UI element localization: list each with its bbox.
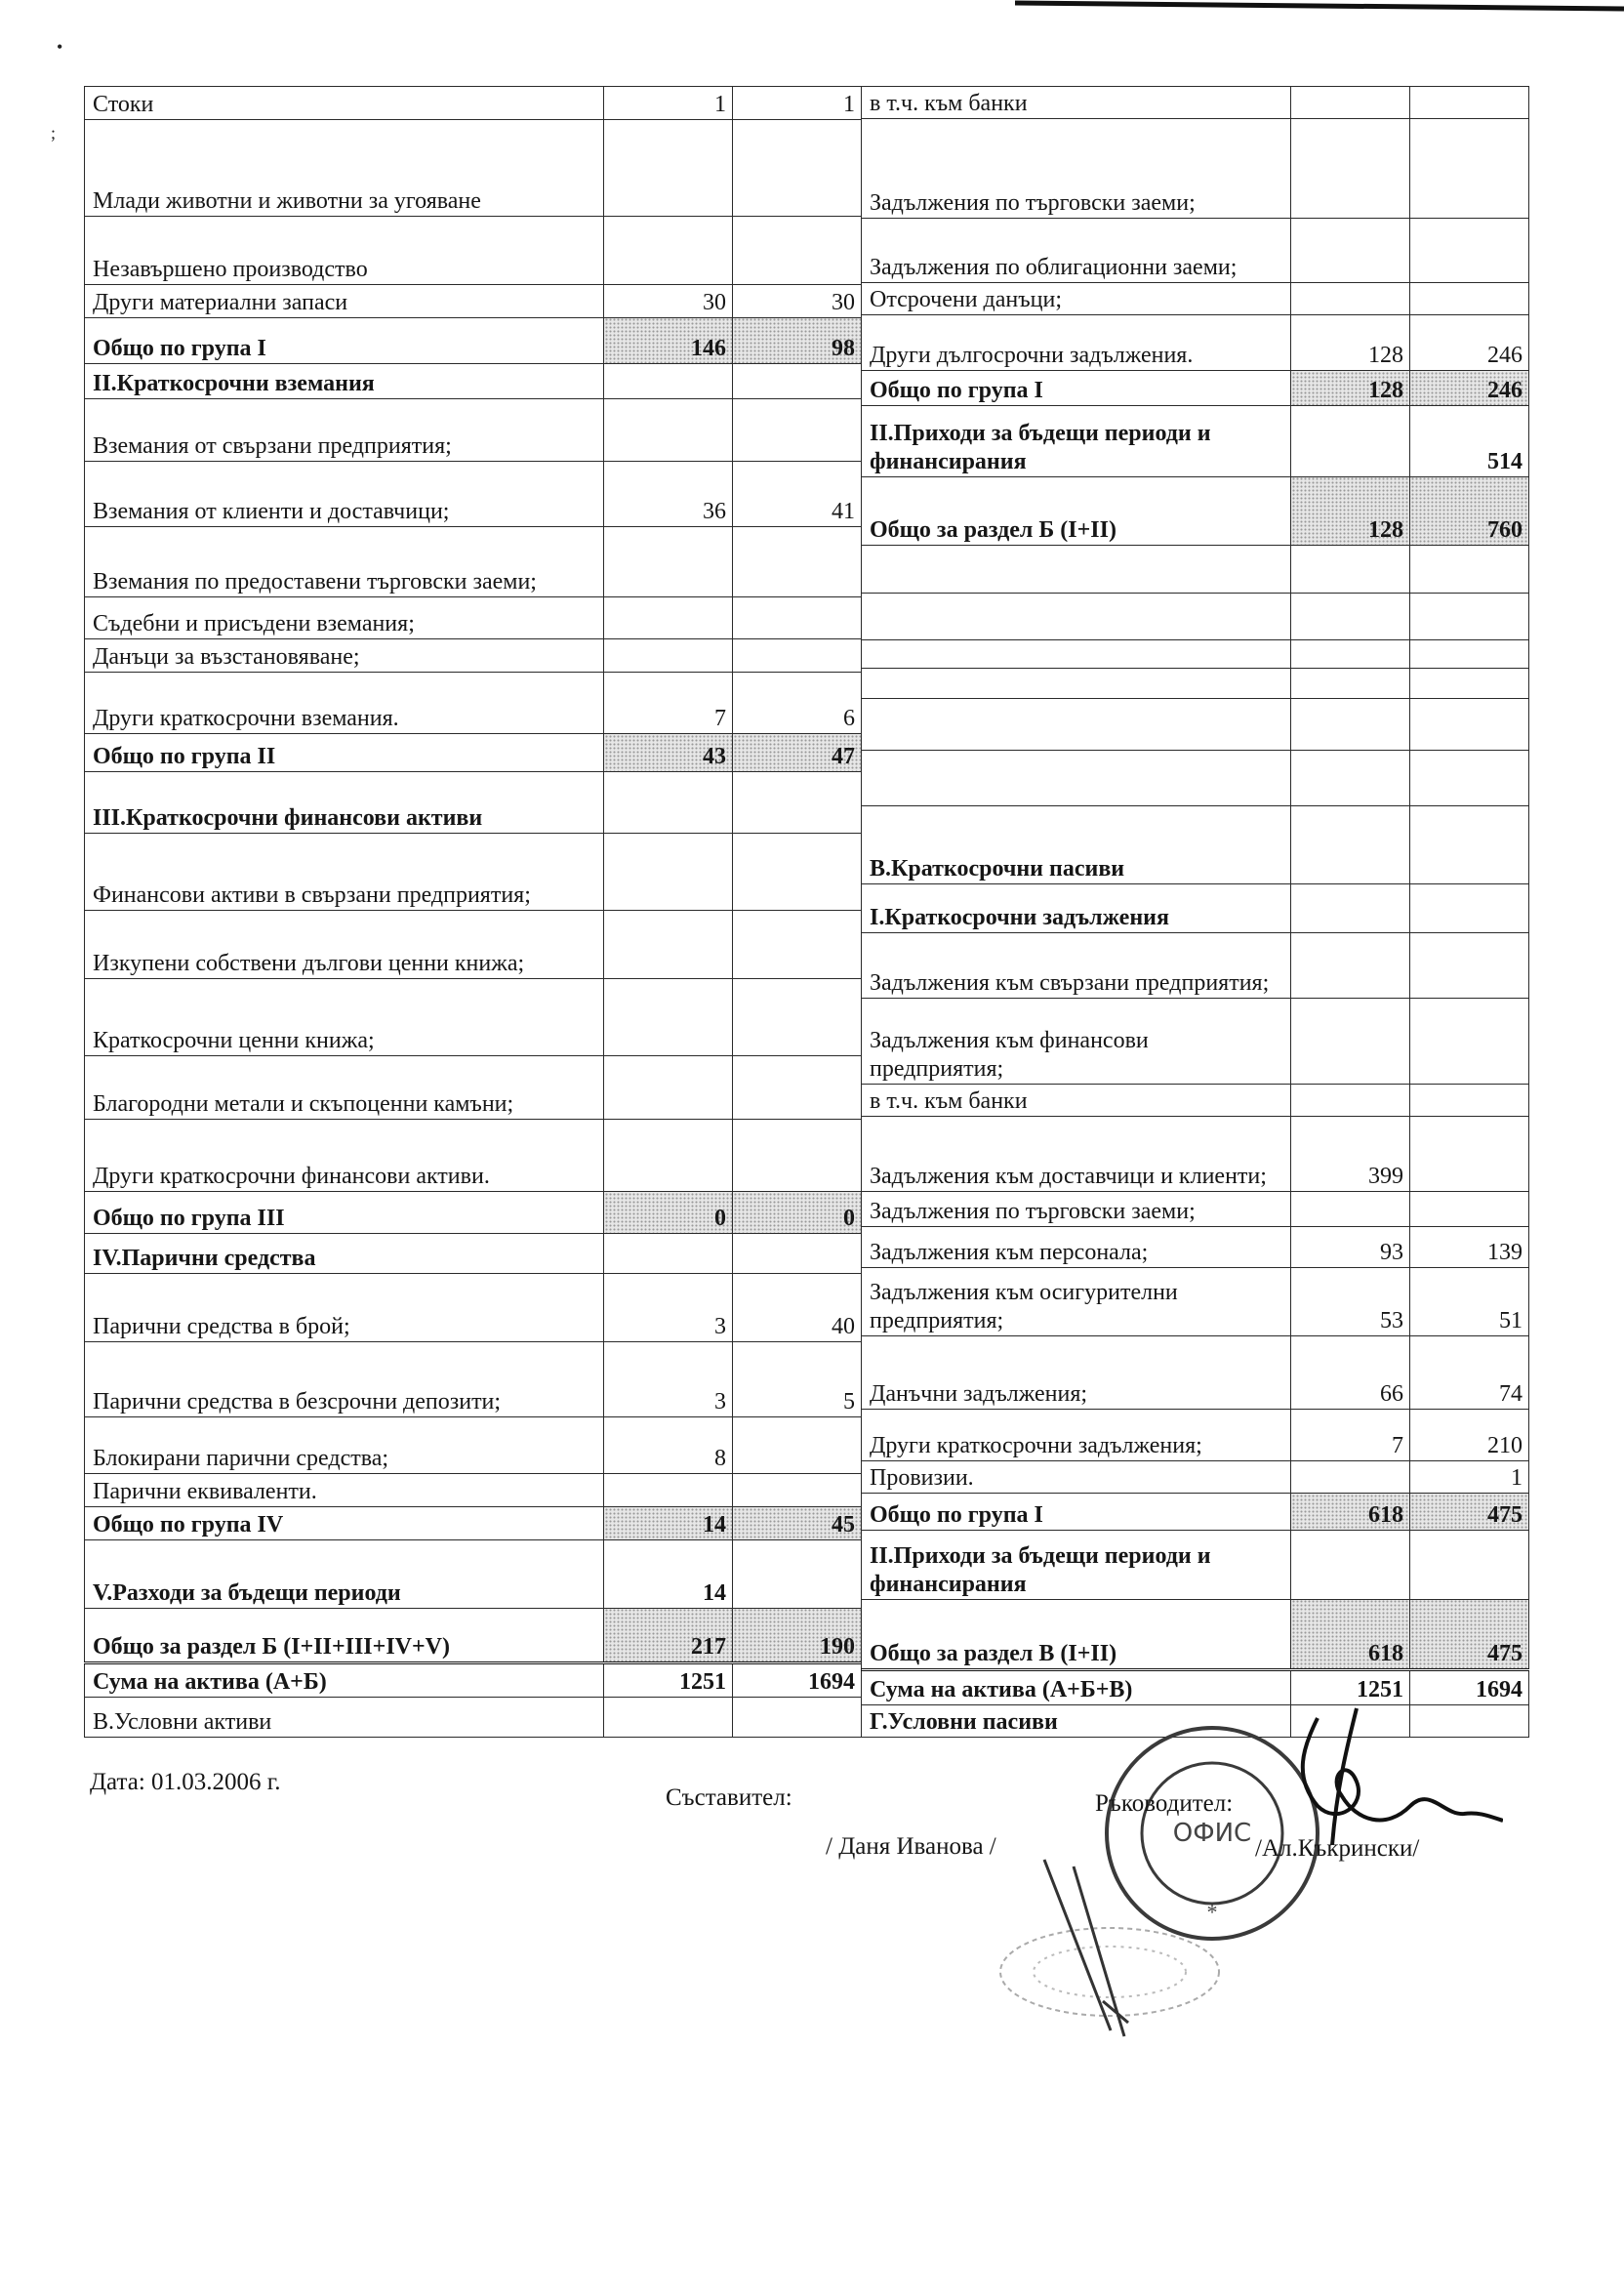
liability-label: в т.ч. към банки [862, 1084, 1291, 1116]
asset-value-current [604, 364, 733, 399]
liability-label: Отсрочени данъци; [862, 282, 1291, 314]
scan-edge-line [1015, 0, 1624, 12]
liability-row [862, 1461, 1529, 1494]
liability-value-current [1291, 1084, 1410, 1116]
liability-value-current [1291, 218, 1410, 282]
asset-label: Общо по група III [85, 1192, 604, 1234]
liability-row [862, 883, 1529, 933]
manager-name: /Ал.Къкрински/ [1255, 1835, 1420, 1862]
asset-label: Общо по група IV [85, 1507, 604, 1540]
asset-value-prior: 45 [733, 1507, 862, 1540]
asset-value-current [604, 833, 733, 910]
pen-stroke [1035, 1855, 1152, 2040]
liability-value-current [1291, 750, 1410, 805]
liability-value-prior [1410, 1192, 1529, 1226]
liability-row [862, 750, 1529, 805]
asset-label: Други краткосрочни вземания. [85, 673, 604, 734]
liability-value-prior: 74 [1410, 1336, 1529, 1410]
liability-label: Общо за раздел Б (I+II) [862, 476, 1291, 546]
liability-value-current [1291, 806, 1410, 883]
liability-row [862, 933, 1529, 998]
asset-value-prior [733, 1539, 862, 1608]
liability-label: II.Приходи за бъдещи периоди и финансирания [862, 405, 1291, 476]
asset-label: Сума на актива (А+Б) [85, 1663, 604, 1698]
liability-value-current [1291, 593, 1410, 640]
liability-label: Общо по група I [862, 371, 1291, 405]
liability-value-prior [1410, 640, 1529, 669]
liability-value-prior: 210 [1410, 1410, 1529, 1461]
liability-value-prior: 1694 [1410, 1670, 1529, 1704]
asset-value-current: 1251 [604, 1663, 733, 1698]
scan-speck: ; [51, 123, 57, 143]
liability-value-prior [1410, 883, 1529, 933]
liability-row [862, 593, 1529, 640]
liability-row [862, 476, 1529, 546]
asset-row [85, 1608, 862, 1662]
liability-value-prior: 475 [1410, 1599, 1529, 1670]
liability-label: Други дългосрочни задължения. [862, 314, 1291, 370]
asset-value-current: 14 [604, 1539, 733, 1608]
liability-row [862, 1117, 1529, 1192]
asset-value-prior: 1 [733, 87, 862, 120]
asset-value-current: 7 [604, 673, 733, 734]
asset-value-prior [733, 1120, 862, 1192]
asset-value-current: 14 [604, 1507, 733, 1540]
liability-value-prior [1410, 998, 1529, 1084]
liability-row [862, 1530, 1529, 1599]
liability-value-current: 128 [1291, 371, 1410, 405]
liability-value-current [1291, 282, 1410, 314]
asset-row [85, 399, 862, 461]
liabilities-table [861, 86, 1529, 1738]
asset-label: Парични средства в брой; [85, 1273, 604, 1341]
liability-label: Данъчни задължения; [862, 1336, 1291, 1410]
liability-label: II.Приходи за бъдещи периоди и финансирания [862, 1530, 1291, 1599]
asset-row [85, 639, 862, 673]
liability-label: Задължения по облигационни заеми; [862, 218, 1291, 282]
liability-label: Г.Условни пасиви [862, 1704, 1291, 1737]
asset-label: Общо за раздел Б (I+II+III+IV+V) [85, 1608, 604, 1662]
asset-row [85, 1416, 862, 1474]
asset-label: II.Краткосрочни вземания [85, 364, 604, 399]
asset-row [85, 910, 862, 978]
liability-value-current [1291, 933, 1410, 998]
manager-label: Ръководител: [1095, 1790, 1234, 1817]
asset-row [85, 1234, 862, 1274]
liability-value-prior: 246 [1410, 314, 1529, 370]
liability-row [862, 405, 1529, 476]
liability-value-current: 128 [1291, 314, 1410, 370]
liability-label: Сума на актива (А+Б+В) [862, 1670, 1291, 1704]
liability-value-prior: 514 [1410, 405, 1529, 476]
compiler-label: Съставител: [666, 1784, 792, 1811]
liability-value-current: 53 [1291, 1267, 1410, 1336]
liability-row [862, 1226, 1529, 1267]
asset-label: Общо по група I [85, 317, 604, 363]
liability-label: в т.ч. към банки [862, 87, 1291, 119]
liability-row [862, 119, 1529, 219]
liability-label [862, 698, 1291, 750]
asset-value-prior [733, 597, 862, 639]
liability-row [862, 1494, 1529, 1531]
asset-value-prior: 47 [733, 734, 862, 771]
liability-row [862, 314, 1529, 370]
asset-row [85, 734, 862, 771]
liability-value-current: 1251 [1291, 1670, 1410, 1704]
asset-value-prior [733, 1416, 862, 1474]
scan-speck: • [57, 37, 63, 57]
liability-value-prior [1410, 546, 1529, 594]
liability-value-prior: 139 [1410, 1226, 1529, 1267]
asset-row [85, 1474, 862, 1507]
asset-row [85, 217, 862, 285]
liability-value-prior: 1 [1410, 1461, 1529, 1494]
asset-value-current [604, 1120, 733, 1192]
liability-value-prior [1410, 119, 1529, 219]
liability-value-prior [1410, 750, 1529, 805]
asset-row [85, 597, 862, 639]
asset-value-current [604, 119, 733, 216]
liability-row [862, 282, 1529, 314]
liability-value-prior: 760 [1410, 476, 1529, 546]
asset-value-prior [733, 910, 862, 978]
liability-label: Общо по група I [862, 1494, 1291, 1531]
liability-row [862, 698, 1529, 750]
asset-value-current [604, 910, 733, 978]
asset-row [85, 1192, 862, 1234]
asset-value-current: 146 [604, 317, 733, 363]
liability-row [862, 87, 1529, 119]
asset-value-prior [733, 217, 862, 285]
asset-label: Други краткосрочни финансови активи. [85, 1120, 604, 1192]
asset-row [85, 317, 862, 363]
asset-value-current: 30 [604, 285, 733, 318]
asset-value-current: 43 [604, 734, 733, 771]
liability-label [862, 668, 1291, 698]
liability-row [862, 1599, 1529, 1670]
asset-label: Изкупени собствени дългови ценни книжа; [85, 910, 604, 978]
asset-row [85, 1341, 862, 1416]
asset-row [85, 833, 862, 910]
asset-row [85, 1663, 862, 1698]
liability-label: I.Краткосрочни задължения [862, 883, 1291, 933]
liability-label: Общо за раздел В (I+II) [862, 1599, 1291, 1670]
liability-value-prior [1410, 218, 1529, 282]
liability-value-prior [1410, 933, 1529, 998]
liability-value-current [1291, 640, 1410, 669]
asset-value-prior [733, 399, 862, 461]
asset-label: Съдебни и присъдени вземания; [85, 597, 604, 639]
asset-label: Вземания от клиенти и доставчици; [85, 461, 604, 527]
asset-value-prior: 98 [733, 317, 862, 363]
asset-row [85, 978, 862, 1055]
asset-label: Парични средства в безсрочни депозити; [85, 1341, 604, 1416]
liability-value-current: 93 [1291, 1226, 1410, 1267]
liability-row [862, 998, 1529, 1084]
asset-value-prior: 40 [733, 1273, 862, 1341]
liability-label [862, 640, 1291, 669]
liability-row [862, 371, 1529, 405]
liability-label: Задължения към осигурителни предприятия; [862, 1267, 1291, 1336]
liability-row [862, 806, 1529, 883]
liability-value-current [1291, 883, 1410, 933]
liability-value-current [1291, 119, 1410, 219]
asset-row [85, 1120, 862, 1192]
asset-label: Вземания от свързани предприятия; [85, 399, 604, 461]
stamp-text: ОФИС [1172, 1819, 1252, 1848]
asset-row [85, 1698, 862, 1738]
asset-value-prior [733, 1474, 862, 1507]
asset-value-current: 8 [604, 1416, 733, 1474]
asset-value-prior [733, 527, 862, 597]
liability-value-current: 618 [1291, 1494, 1410, 1531]
asset-value-prior [733, 119, 862, 216]
liability-value-current [1291, 87, 1410, 119]
liability-value-prior: 475 [1410, 1494, 1529, 1531]
liability-label: Задължения към финансови предприятия; [862, 998, 1291, 1084]
liability-row [862, 1084, 1529, 1116]
asset-value-prior [733, 1234, 862, 1274]
asset-label: Общо по група II [85, 734, 604, 771]
asset-row [85, 771, 862, 833]
liability-value-prior [1410, 806, 1529, 883]
liability-label [862, 546, 1291, 594]
asset-value-current [604, 771, 733, 833]
liability-value-current: 618 [1291, 1599, 1410, 1670]
asset-row [85, 1055, 862, 1119]
asset-label: В.Условни активи [85, 1698, 604, 1738]
asset-label: Вземания по предоставени търговски заеми; [85, 527, 604, 597]
liability-value-prior [1410, 668, 1529, 698]
liability-value-current [1291, 1192, 1410, 1226]
asset-value-prior: 5 [733, 1341, 862, 1416]
asset-label: V.Разходи за бъдещи периоди [85, 1539, 604, 1608]
asset-row [85, 1507, 862, 1540]
asset-label: Стоки [85, 87, 604, 120]
liability-value-current [1291, 546, 1410, 594]
liability-label: Задължения по търговски заеми; [862, 119, 1291, 219]
date-label: Дата: 01.03.2006 г. [90, 1769, 281, 1795]
asset-value-current: 0 [604, 1192, 733, 1234]
liability-value-prior [1410, 698, 1529, 750]
asset-value-current [604, 1234, 733, 1274]
asset-value-current: 217 [604, 1608, 733, 1662]
liability-value-current [1291, 405, 1410, 476]
liability-value-current [1291, 1461, 1410, 1494]
asset-label: Парични еквиваленти. [85, 1474, 604, 1507]
svg-text:*: * [1206, 1900, 1218, 1924]
asset-row [85, 673, 862, 734]
liability-label: Задължения към персонала; [862, 1226, 1291, 1267]
asset-value-current: 36 [604, 461, 733, 527]
liability-value-prior [1410, 282, 1529, 314]
asset-label: Млади животни и животни за угояване [85, 119, 604, 216]
asset-row [85, 1539, 862, 1608]
asset-value-prior: 0 [733, 1192, 862, 1234]
asset-label: Финансови активи в свързани предприятия; [85, 833, 604, 910]
asset-value-current [604, 399, 733, 461]
asset-value-current: 3 [604, 1273, 733, 1341]
asset-value-prior: 30 [733, 285, 862, 318]
assets-table [84, 86, 862, 1738]
asset-value-current [604, 527, 733, 597]
asset-value-prior: 6 [733, 673, 862, 734]
asset-row [85, 364, 862, 399]
asset-value-current: 1 [604, 87, 733, 120]
asset-value-prior: 190 [733, 1608, 862, 1662]
asset-value-prior [733, 1698, 862, 1738]
liability-label [862, 750, 1291, 805]
liability-label: Задължения по търговски заеми; [862, 1192, 1291, 1226]
liability-label [862, 593, 1291, 640]
asset-row [85, 527, 862, 597]
asset-value-current: 3 [604, 1341, 733, 1416]
liability-value-prior [1410, 87, 1529, 119]
liability-value-prior [1410, 1530, 1529, 1599]
liability-row [862, 640, 1529, 669]
asset-label: Други материални запаси [85, 285, 604, 318]
asset-value-prior [733, 639, 862, 673]
asset-value-prior [733, 1055, 862, 1119]
liability-value-current [1291, 998, 1410, 1084]
asset-value-current [604, 597, 733, 639]
liability-value-prior: 246 [1410, 371, 1529, 405]
asset-value-current [604, 978, 733, 1055]
asset-label: III.Краткосрочни финансови активи [85, 771, 604, 833]
liability-label: Провизии. [862, 1461, 1291, 1494]
asset-value-current [604, 1055, 733, 1119]
compiler-name: / Даня Иванова / [826, 1833, 996, 1860]
asset-value-prior: 1694 [733, 1663, 862, 1698]
balance-sheet-table [84, 86, 1528, 1738]
asset-label: Данъци за възстановяване; [85, 639, 604, 673]
liability-value-current [1291, 668, 1410, 698]
asset-row [85, 87, 862, 120]
asset-row [85, 285, 862, 318]
asset-value-current [604, 1698, 733, 1738]
liability-value-prior [1410, 1117, 1529, 1192]
manager-signature [1210, 1699, 1503, 1874]
asset-label: Блокирани парични средства; [85, 1416, 604, 1474]
liability-value-current: 399 [1291, 1117, 1410, 1192]
asset-label: Незавършено производство [85, 217, 604, 285]
liability-value-current: 128 [1291, 476, 1410, 546]
asset-value-current [604, 217, 733, 285]
asset-label: Краткосрочни ценни книжа; [85, 978, 604, 1055]
asset-label: Благородни метали и скъпоценни камъни; [85, 1055, 604, 1119]
liability-value-current [1291, 698, 1410, 750]
asset-value-prior [733, 771, 862, 833]
liability-value-prior [1410, 1084, 1529, 1116]
asset-value-prior [733, 364, 862, 399]
asset-label: IV.Парични средства [85, 1234, 604, 1274]
liability-row [862, 668, 1529, 698]
asset-row [85, 119, 862, 216]
liability-row [862, 1192, 1529, 1226]
liability-row [862, 1267, 1529, 1336]
liability-label: Задължения към свързани предприятия; [862, 933, 1291, 998]
liability-row [862, 1410, 1529, 1461]
liability-value-current: 7 [1291, 1410, 1410, 1461]
liability-label: Други краткосрочни задължения; [862, 1410, 1291, 1461]
asset-value-prior [733, 978, 862, 1055]
asset-value-current [604, 1474, 733, 1507]
liability-value-current: 66 [1291, 1336, 1410, 1410]
asset-row [85, 461, 862, 527]
liability-value-prior: 51 [1410, 1267, 1529, 1336]
asset-value-prior: 41 [733, 461, 862, 527]
asset-value-prior [733, 833, 862, 910]
liability-row [862, 218, 1529, 282]
asset-row [85, 1273, 862, 1341]
liability-value-prior [1410, 593, 1529, 640]
liability-label: В.Краткосрочни пасиви [862, 806, 1291, 883]
asset-value-current [604, 639, 733, 673]
liability-label: Задължения към доставчици и клиенти; [862, 1117, 1291, 1192]
liability-value-current [1291, 1530, 1410, 1599]
liability-row [862, 546, 1529, 594]
liability-row [862, 1336, 1529, 1410]
